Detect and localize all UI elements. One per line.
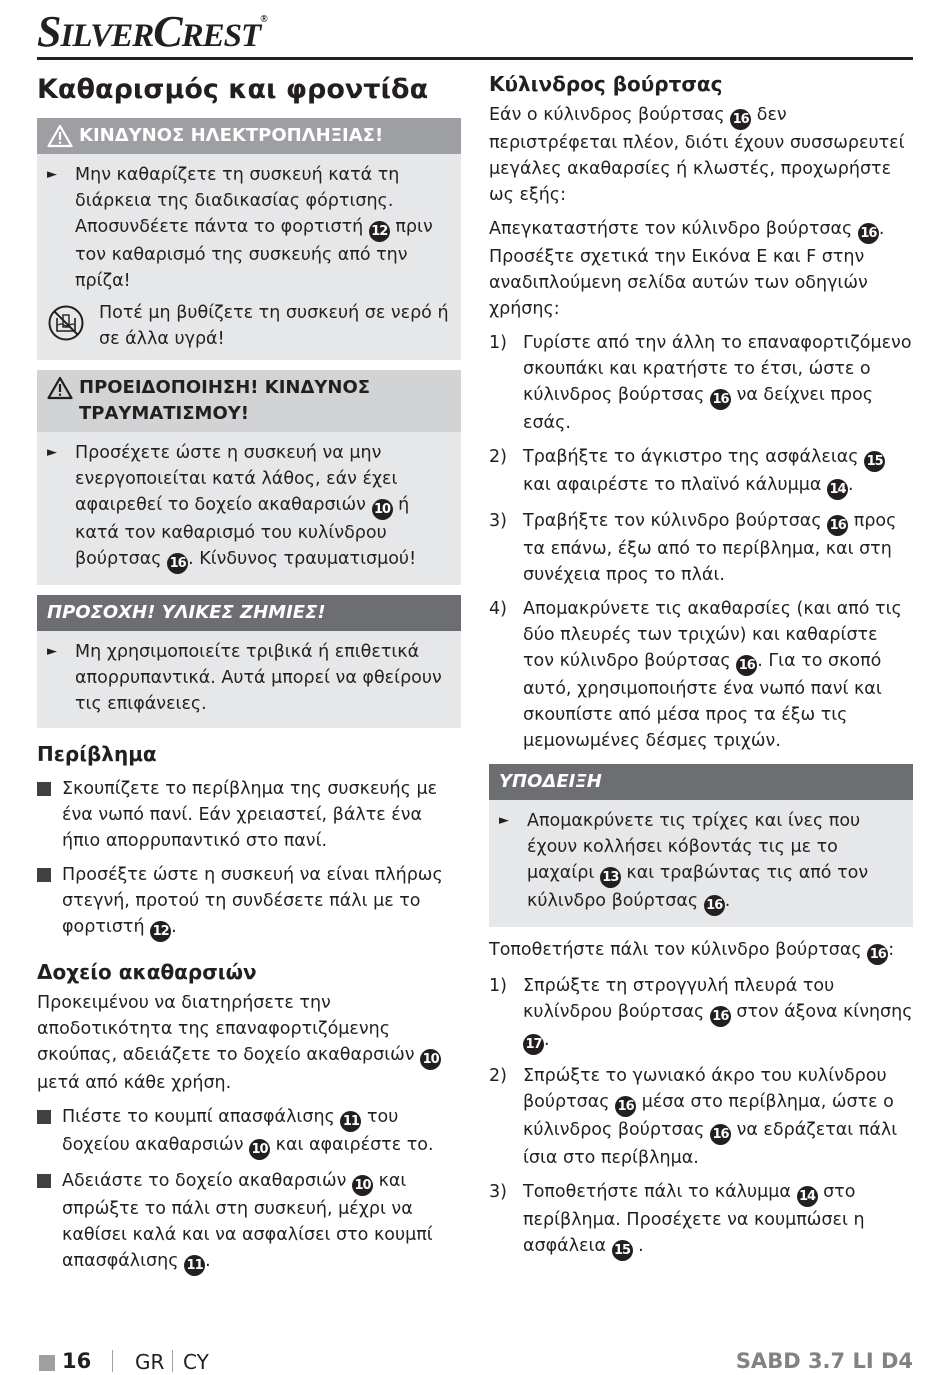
footer-divider	[112, 1350, 113, 1372]
square-bullet-icon	[37, 868, 51, 882]
warning-heading: ΠΡΟΕΙΔΟΠΟΙΗΣΗ! ΚΙΝΔΥΝΟΣ ΤΡΑΥΜΑΤΙΣΜΟΥ!	[37, 370, 461, 432]
ref-badge: 16	[710, 1006, 731, 1027]
triangle-bullet-icon: ►	[499, 813, 509, 828]
section-heading-dustbin: Δοχείο ακαθαρσιών	[37, 960, 257, 984]
ref-badge: 14	[827, 479, 848, 500]
triangle-bullet-icon: ►	[47, 644, 57, 659]
ref-badge: 11	[340, 1111, 361, 1132]
list-item: Αδειάστε το δοχείο ακαθαρσιών 10 και σπρώξτε το πάλι στη συσκευή, μέχρι να καθίσει καλά και να ασφαλίσει στο κουμπί απασφάλισης 11 .	[37, 1168, 461, 1276]
ref-badge: 13	[600, 867, 621, 888]
list-item: Προσέξτε ώστε η συσκευή να είναι πλήρως στεγνή, προτού τη συνδέσετε πάλι με το φορτιστή 12 .	[37, 862, 461, 942]
step-item: 3) Τραβήξτε τον κύλινδρο βούρτσας 16 προς τα επάνω, έξω από το περίβλημα, και στη συνέχεια προς το πλάι.	[489, 511, 897, 585]
header-rule	[37, 57, 913, 60]
ref-badge: 16	[858, 223, 879, 244]
warning-triangle-icon	[47, 376, 73, 400]
ref-badge: 16	[730, 109, 751, 130]
injury-warning	[37, 370, 461, 585]
list-item: Σκουπίζετε το περίβλημα της συσκευής με ένα νωπό πανί. Εάν χρειαστεί, βάλτε ένα ήπιο απορρυπαντικό στο πανί.	[37, 776, 461, 854]
footer-square-icon	[39, 1355, 55, 1371]
section-heading-brush: Κύλινδρος βούρτσας	[489, 72, 723, 96]
list-item: ► Μη χρησιμοποιείτε τριβικά ή επιθετικά απορρυπαντικά. Αυτά μπορεί να φθείρουν τις επιφάνειες.	[47, 639, 451, 717]
square-bullet-icon	[37, 782, 51, 796]
country-code: CY	[183, 1350, 209, 1374]
triangle-bullet-icon: ►	[47, 167, 57, 182]
left-column	[37, 62, 461, 1284]
electric-shock-warning	[37, 118, 461, 360]
model-number: SABD 3.7 LI D4	[735, 1349, 913, 1373]
ref-badge: 16	[710, 389, 731, 410]
list-item: ► Προσέχετε ώστε η συσκευή να μην ενεργοποιείται κατά λάθος, εάν έχει αφαιρεθεί το δοχείο ακαθαρσιών 10 ή κατά τον καθαρισμό του κυλίνδρου βούρτσας 16 . Κίνδυνος τραυματισμού!	[47, 440, 451, 574]
ref-badge: 15	[864, 451, 885, 472]
brush-remove-intro: Απεγκαταστήστε τον κύλινδρο βούρτσας 16 . Προσέξτε σχετικά την Εικόνα E και F στην αναδιπλούμενη σελίδα αυτών των οδηγιών χρήσης:	[489, 219, 885, 319]
ref-badge: 15	[612, 1240, 633, 1261]
ref-badge: 12	[150, 921, 171, 942]
page-number: 16	[62, 1349, 92, 1373]
list-item: ► Απομακρύνετε τις τρίχες και ίνες που έχουν κολλήσει κόβοντάς τις με το μαχαίρι 13 και τραβώντας τις από τον κύλινδρο βούρτσας 16 .	[499, 808, 903, 916]
square-bullet-icon	[37, 1174, 51, 1188]
ref-badge: 16	[736, 655, 757, 676]
ref-badge: 16	[615, 1096, 636, 1117]
step-item: 4) Απομακρύνετε τις ακαθαρσίες (και από τις δύο πλευρές των τριχών) και καθαρίστε τον κύλινδρο βούρτσας 16 . Για το σκοπό αυτό, χρησιμοποιήστε ένα νωπό πανί και σκουπίστε από μέσα προς τα έξω τις μεμονωμένες δέσμες τριχών.	[489, 599, 902, 751]
warning-heading: ΚΙΝΔΥΝΟΣ ΗΛΕΚΤΡΟΠΛΗΞΙΑΣ!	[37, 118, 461, 154]
footer-divider	[172, 1350, 173, 1372]
ref-badge: 10	[352, 1175, 373, 1196]
ref-badge: 10	[372, 499, 393, 520]
page-title: Καθαρισμός και φροντίδα	[37, 74, 429, 105]
right-column	[489, 62, 913, 1269]
ref-badge: 16	[704, 895, 725, 916]
step-item: 1) Γυρίστε από την άλλη το επαναφορτιζόμενο σκουπάκι και κρατήστε το έτσι, ώστε ο κύλινδρος βούρτσας 16 να δείχνει προς εσάς.	[489, 333, 912, 433]
no-immersion-notice: Ποτέ μη βυθίζετε τη συσκευή σε νερό ή σε άλλα υγρά!	[47, 300, 451, 352]
ref-badge: 16	[167, 553, 188, 574]
list-item: ► Μην καθαρίζετε τη συσκευή κατά τη διάρκεια της διαδικασίας φόρτισης. Αποσυνδέετε πάντα το φορτιστή 12 πριν τον καθαρισμό της συσκευής από την πρίζα!	[47, 162, 451, 294]
ref-badge: 10	[420, 1049, 441, 1070]
language-code: GR	[135, 1350, 165, 1374]
no-immersion-icon	[47, 304, 85, 342]
square-bullet-icon	[37, 1110, 51, 1124]
brand-logo: SILVERCREST®	[37, 7, 267, 56]
ref-badge: 17	[523, 1034, 544, 1055]
ref-badge: 16	[710, 1124, 731, 1145]
step-item: 2) Σπρώξτε το γωνιακό άκρο του κυλίνδρου βούρτσας 16 μέσα στο περίβλημα, ώστε ο κύλινδρος βούρτσας 16 να εδράζεται πάλι ίσια στο περίβλημα.	[489, 1066, 898, 1168]
note-heading: ΥΠΟΔΕΙΞΗ	[489, 764, 913, 800]
ref-badge: 16	[827, 515, 848, 536]
note-box	[489, 764, 913, 927]
ref-badge: 10	[249, 1139, 270, 1160]
dustbin-intro: Προκειμένου να διατηρήσετε την αποδοτικότητα της επαναφορτιζόμενης σκούπας, αδειάζετε το δοχείο ακαθαρσιών 10 μετά από κάθε χρήση.	[37, 990, 461, 1096]
reinstall-intro: Τοποθετήστε πάλι τον κύλινδρο βούρτσας 16 :	[489, 937, 913, 965]
list-item: Πιέστε το κουμπί απασφάλισης 11 του δοχείου ακαθαρσιών 10 και αφαιρέστε το.	[37, 1104, 461, 1160]
step-item: 3) Τοποθετήστε πάλι το κάλυμμα 14 στο περίβλημα. Προσέχετε να κουμπώσει η ασφάλεια 15 .	[489, 1179, 913, 1261]
triangle-bullet-icon: ►	[47, 445, 57, 460]
ref-badge: 14	[797, 1186, 818, 1207]
ref-badge: 11	[184, 1255, 205, 1276]
ref-badge: 12	[369, 221, 390, 242]
ref-badge: 16	[867, 944, 888, 965]
caution-heading: ΠΡΟΣΟΧΗ! ΥΛΙΚΕΣ ΖΗΜΙΕΣ!	[37, 595, 461, 631]
step-item: 1) Σπρώξτε τη στρογγυλή πλευρά του κυλίνδρου βούρτσας 16 στον άξονα κίνησης 17 .	[489, 973, 913, 1055]
page-footer	[37, 1348, 913, 1375]
section-heading-housing: Περίβλημα	[37, 742, 157, 766]
brush-intro: Εάν ο κύλινδρος βούρτσας 16 δεν περιστρέφεται πλέον, διότι έχουν συσσωρευτεί μεγάλες ακαθαρσίες ή κλωστές, προχωρήστε ως εξής:	[489, 105, 905, 205]
warning-triangle-icon	[47, 124, 73, 148]
material-damage-caution	[37, 595, 461, 728]
step-item: 2) Τραβήξτε το άγκιστρο της ασφάλειας 15 και αφαιρέστε το πλαϊνό κάλυμμα 14 .	[489, 444, 913, 500]
